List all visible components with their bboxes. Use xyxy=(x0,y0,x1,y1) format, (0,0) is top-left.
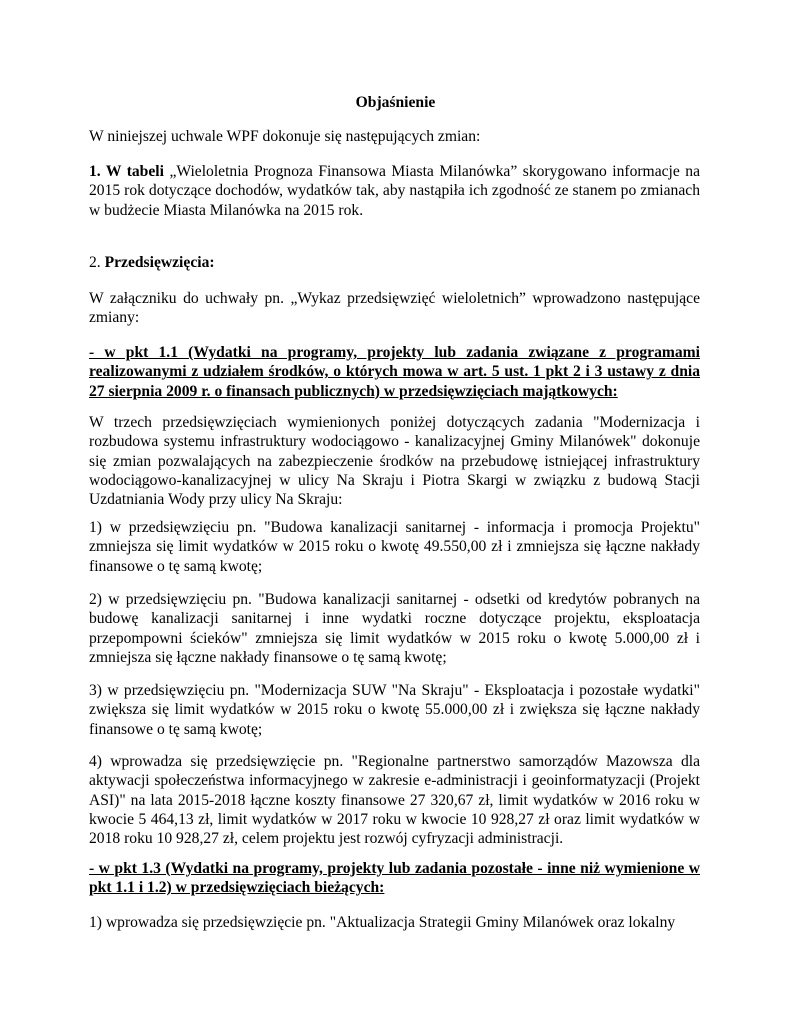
subsection-1-heading: - w pkt 1.1 (Wydatki na programy, projekty lub zadania związane z programami realizowanymi z udziałem środków, o których mowa w art. 5 ust. 1 pkt 2 i 3 ustawy z dnia 27 sierpnia 2009 r. o finansach publicznych) w przedsięwzięciach majątkowych: xyxy=(89,344,700,400)
subsection-2-heading: - w pkt 1.3 (Wydatki na programy, projekty lub zadania pozostałe - inne niż wymienione w pkt 1.1 i 1.2) w przedsięwzięciach bieżących: xyxy=(89,860,700,897)
section-2-title: Przedsięwzięcia: xyxy=(104,254,215,271)
intro-paragraph: W niniejszej uchwale WPF dokonuje się następujących zmian: xyxy=(89,128,481,145)
section-1-text: „Wieloletnia Prognoza Finansowa Miasta Milanówka” skorygowano informacje na 2015 rok dotyczące dochodów, wydatków tak, aby nastąpiła ich zgodność ze stanem po zmianach w budżecie Miasta Milanówka na 2015 rok. xyxy=(89,163,700,219)
section-1-lead: 1. W tabeli xyxy=(89,163,164,180)
section-2-heading xyxy=(89,253,700,272)
section-1-paragraph xyxy=(89,162,700,220)
subsection-2-item-1: 1) wprowadza się przedsięwzięcie pn. "Aktualizacja Strategii Gminy Milanówek oraz lokalny xyxy=(89,914,676,931)
section-2-intro: W załączniku do uchwały pn. „Wykaz przedsięwzięć wieloletnich” wprowadzono następujące zmiany: xyxy=(89,290,700,327)
page-title: Objaśnienie xyxy=(355,94,436,111)
section-2-number: 2. xyxy=(89,254,105,271)
subsection-1-intro: W trzech przedsięwzięciach wymienionych poniżej dotyczących zadania "Modernizacja i rozbudowa systemu infrastruktury wodociągowo - kanalizacyjnej Gminy Milanówek" dokonuje się zmian pozwalających na zabezpieczenie środków na przebudowę istniejącej infrastruktury wodociągowo-kanalizacyjnej w ulicy Na Skraju i Piotra Skargi w związku z budową Stacji Uzdatniania Wody przy ulicy Na Skraju: xyxy=(89,414,700,509)
list-item-2: 2) w przedsięwzięciu pn. "Budowa kanalizacji sanitarnej - odsetki od kredytów pobranych na budowę kanalizacji sanitarnej i inne wydatki roczne dotyczące projektu, eksploatacja przepompowni ścieków" zmniejsza się limit wydatków w 2015 roku o kwotę 5.000,00 zł i zmniejsza się łączne nakłady finansowe o tę samą kwotę; xyxy=(89,591,700,666)
list-item-4: 4) wprowadza się przedsięwzięcie pn. "Regionalne partnerstwo samorządów Mazowsza dla aktywacji społeczeństwa informacyjnego w zakresie e-administracji i geoinformatyzacji (Projekt ASI)" na lata 2015-2018 łączne koszty finansowe 27 320,67 zł, limit wydatków w 2016 roku w kwocie 5 464,13 zł, limit wydatków w 2017 roku w kwocie 10 928,27 zł oraz limit wydatków w 2018 roku 10 928,27 zł, celem projektu jest rozwój cyfryzacji administracji. xyxy=(89,753,700,848)
list-item-1: 1) w przedsięwzięciu pn. "Budowa kanalizacji sanitarnej - informacja i promocja Projektu" zmniejsza się limit wydatków w 2015 roku o kwotę 49.550,00 zł i zmniejsza się łączne nakłady finansowe o tę samą kwotę; xyxy=(89,519,700,575)
list-item-3: 3) w przedsięwzięciu pn. "Modernizacja SUW "Na Skraju" - Eksploatacja i pozostałe wydatki" zwiększa się limit wydatków w 2015 roku o kwotę 55.000,00 zł i zwiększa się łączne nakłady finansowe o tę samą kwotę; xyxy=(89,682,700,738)
